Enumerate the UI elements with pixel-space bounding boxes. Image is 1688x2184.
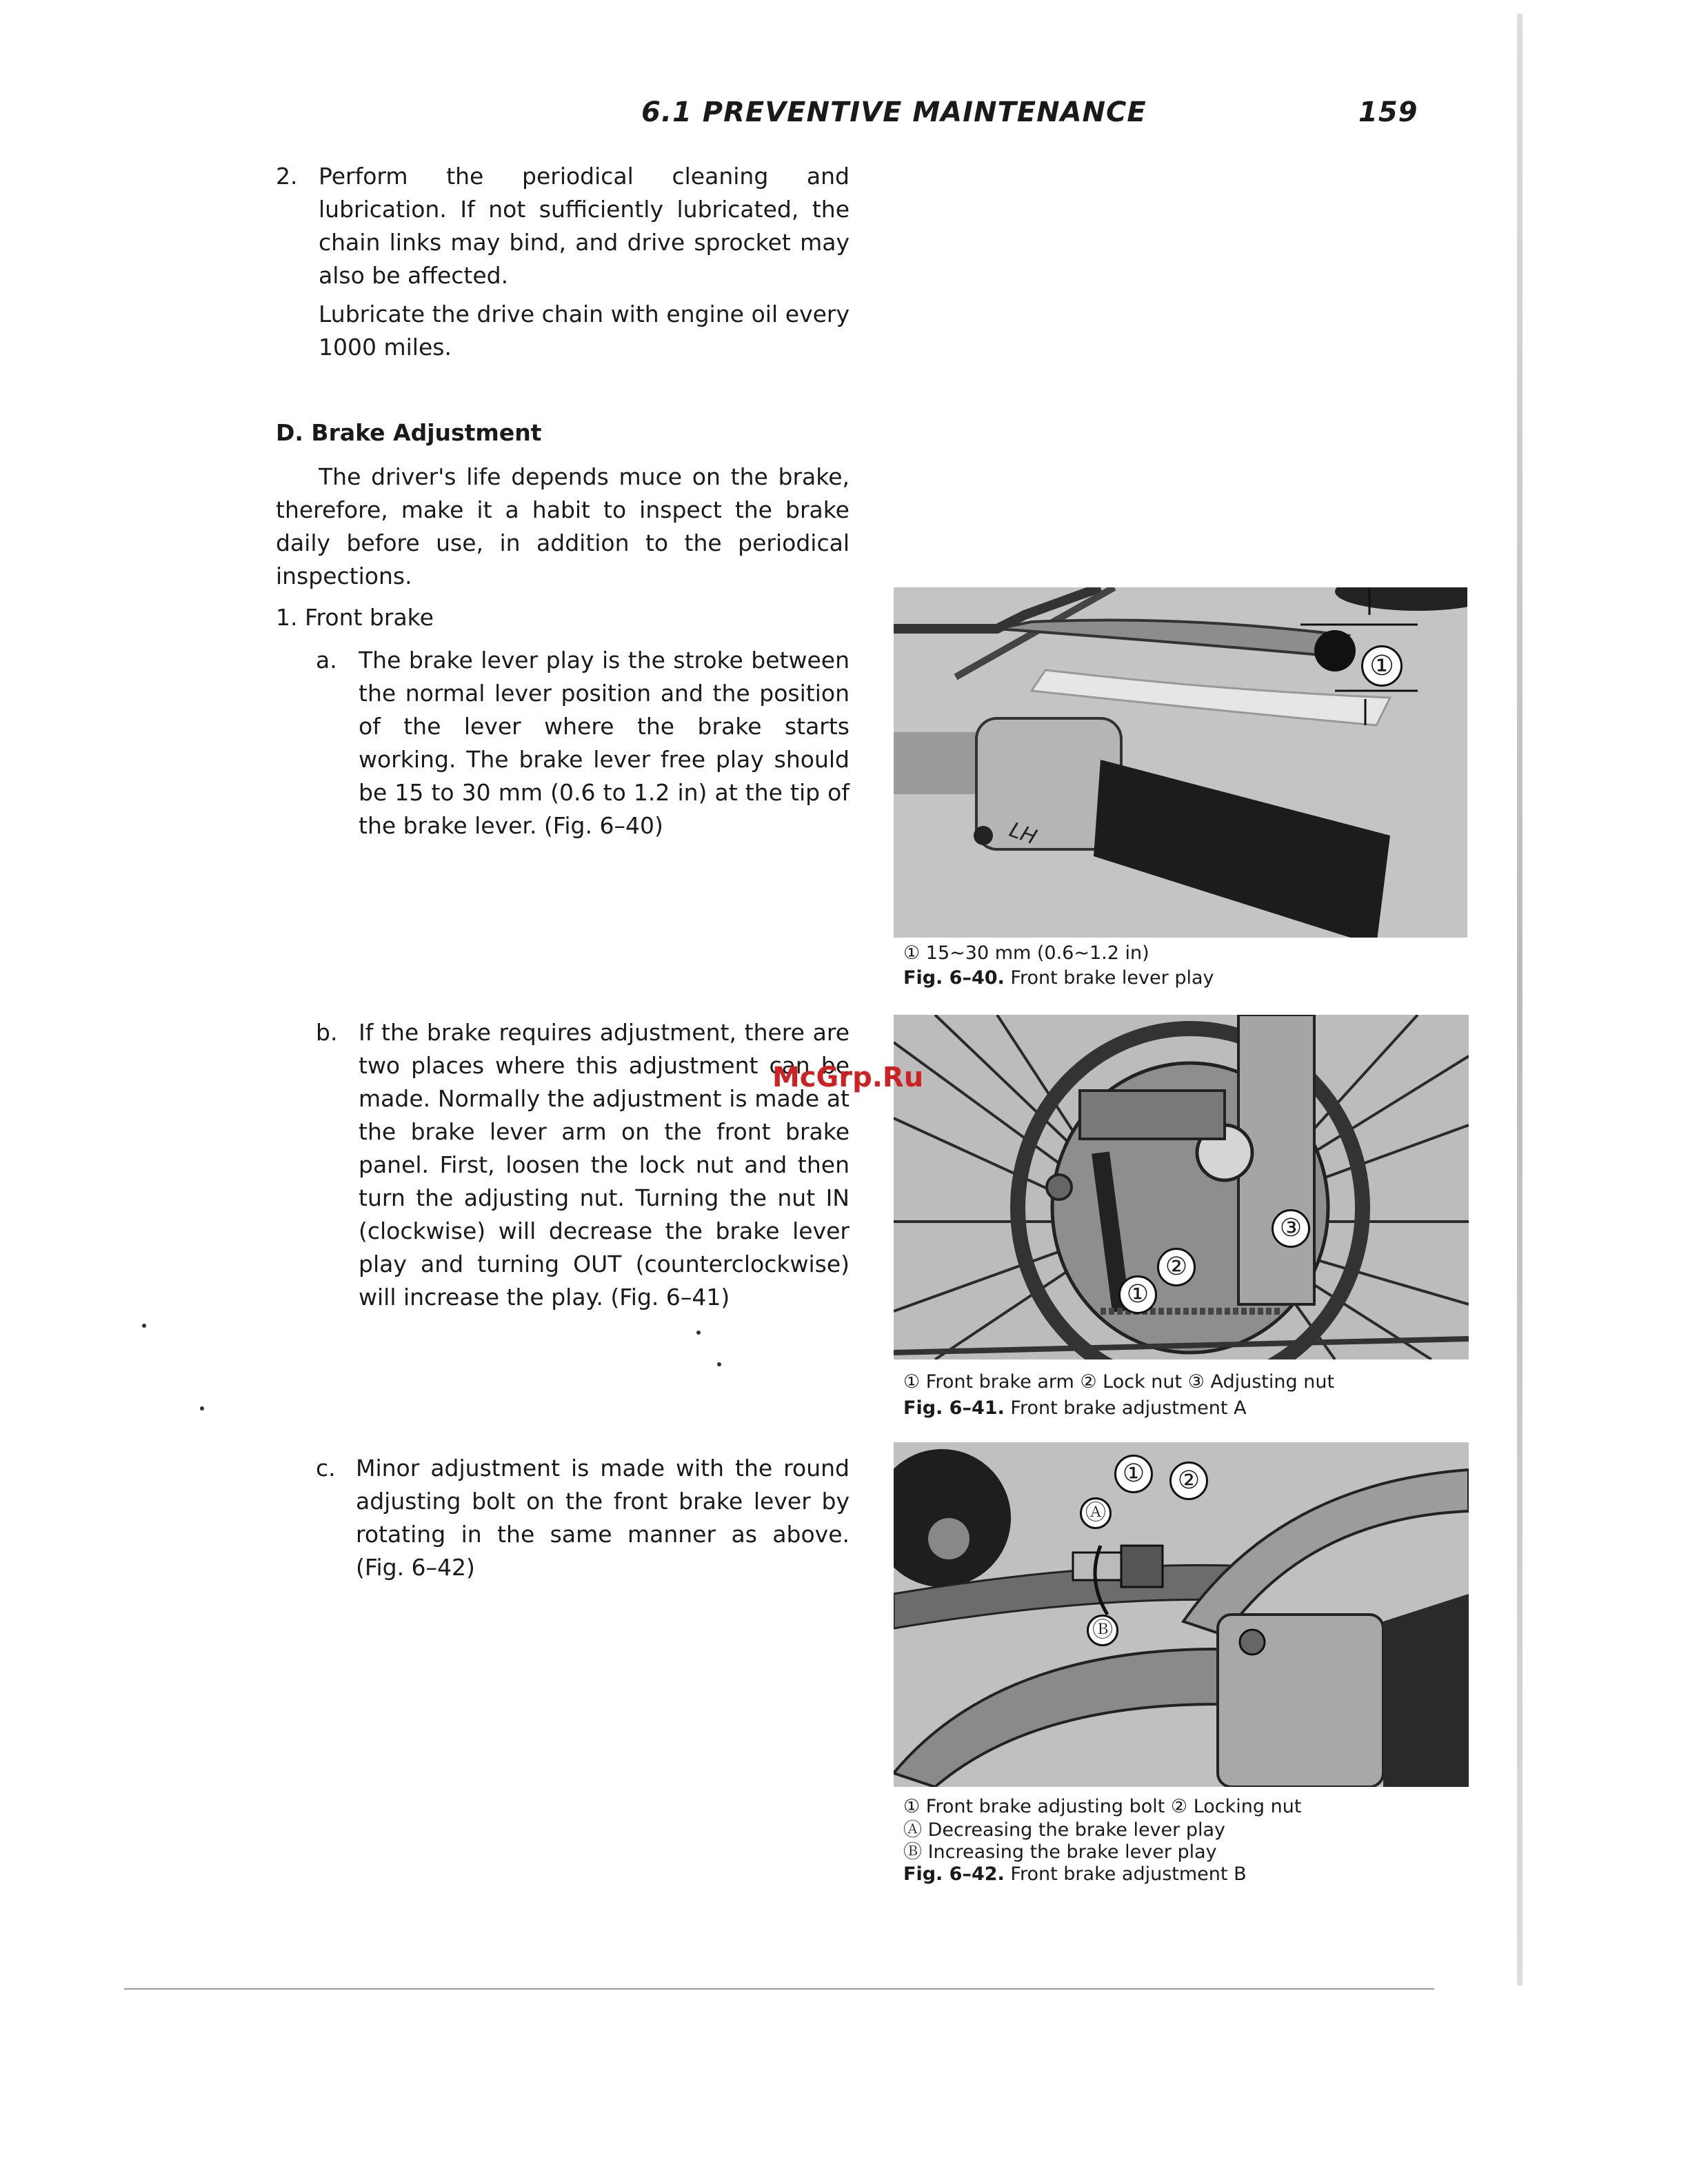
fig-6-42-legend-b: Ⓑ Increasing the brake lever play [903,1841,1217,1863]
scan-speck [200,1406,204,1410]
fig-6-40-label: Fig. 6–40. [903,967,1005,989]
fig-6-40-photo [894,587,1467,938]
fig-6-42-title: Front brake adjustment B [1010,1863,1247,1885]
section-title: 6.1 PREVENTIVE MAINTENANCE [641,97,1147,128]
fig-6-42-legend-1: ① Front brake adjusting bolt ② Locking nut [903,1796,1302,1817]
fig-6-40-title: Front brake lever play [1010,967,1214,989]
fig42-callout-1: ① [1114,1455,1153,1493]
brake-intro: The driver's life depends muce on the brake, therefore, make it a habit to inspect the brake daily before use, in addition to the periodical inspections. [276,463,850,589]
fig-6-41-photo [894,1015,1469,1359]
step-a-marker: a. [316,647,337,674]
step-b-marker: b. [316,1019,338,1046]
fig-6-41-legend: ① Front brake arm ② Lock nut ③ Adjusting nut [903,1371,1335,1393]
right-edge-shadow [1517,14,1523,1985]
lh-marking: LH [1006,818,1041,850]
fig41-callout-2: ② [1157,1248,1196,1286]
item-2-number: 2. [276,163,298,190]
fig40-callout-1: ① [1361,645,1403,687]
step-c-text: Minor adjustment is made with the round adjusting bolt on the front brake lever by rotating in the same manner as above. (Fig. 6–42) [356,1455,850,1581]
scan-speck [696,1331,701,1335]
item-2-lubricate: Lubricate the drive chain with engine oil every 1000 miles. [319,301,850,361]
front-brake-label: 1. Front brake [276,604,434,631]
fig-6-42-label: Fig. 6–42. [903,1863,1005,1885]
fig41-callout-3: ③ [1272,1209,1310,1248]
bottom-scan-line [124,1988,1434,1990]
fig-6-42-photo [894,1442,1469,1787]
step-c-marker: c. [316,1455,336,1482]
step-a-text: The brake lever play is the stroke between the normal lever position and the position of the lever where the brake starts working. The brake lever free play should be 15 to 30 mm (0.6 to 1.2 in) at the tip of the brake lever. (Fig. 6–40) [359,647,850,839]
scan-speck [717,1362,721,1366]
scan-speck [142,1324,146,1328]
watermark: McGrp.Ru [772,1062,924,1093]
fig41-callout-1: ① [1118,1275,1157,1314]
fig-6-42-legend-a: Ⓐ Decreasing the brake lever play [903,1819,1225,1841]
item-2-text: Perform the periodical cleaning and lubrication. If not sufficiently lubricated, the chain links may bind, and drive sprocket may also be affected. [319,163,850,289]
fig-6-41-title: Front brake adjustment A [1010,1397,1247,1419]
fig42-callout-b: Ⓑ [1087,1615,1118,1646]
fig42-callout-2: ② [1169,1462,1208,1500]
page-number: 159 [1358,97,1418,128]
fig-6-41-label: Fig. 6–41. [903,1397,1005,1419]
fig-6-40-legend: ① 15∼30 mm (0.6∼1.2 in) [903,942,1149,964]
brake-heading: D. Brake Adjustment [276,419,542,446]
fig42-callout-a: Ⓐ [1080,1497,1112,1529]
step-b-text: If the brake requires adjustment, there are two places where this adjustment can be made. Normally the adjustment is made at the brake lever arm on the front brake panel. First, loosen the lock nut and then turn the adjusting nut. Turning the nut IN (clockwise) will decrease the brake lever play and turning OUT (counterclockwise) will increase the play. (Fig. 6–41) [359,1019,850,1311]
